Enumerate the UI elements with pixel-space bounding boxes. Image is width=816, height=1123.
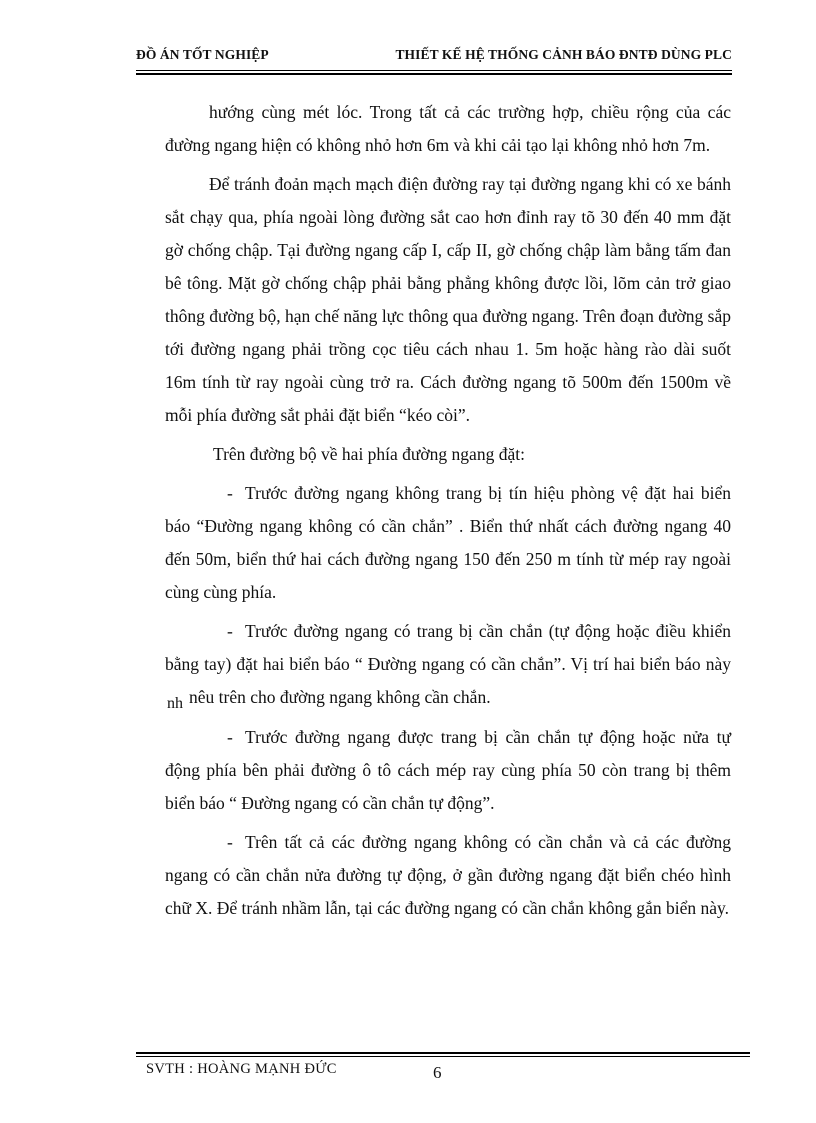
document-body: [165, 96, 731, 931]
bullet-text: Trên tất cả các đường ngang không có cần chắn và cả các đường ngang có cần chắn nửa đường tự động, ở gần đường ngang đặt biển chéo hình chữ X. Để tránh nhầm lẫn, tại các đường ngang có cần chắn không gắn biển này.: [165, 832, 731, 918]
footer-divider-thick: [136, 1052, 750, 1054]
page-header: [136, 47, 732, 67]
bullet-item-1: [165, 477, 731, 609]
footer-author: SVTH : HOÀNG MẠNH ĐỨC: [146, 1061, 337, 1077]
header-divider-thick: [136, 73, 732, 75]
header-left-title: ĐỒ ÁN TỐT NGHIỆP: [136, 47, 269, 62]
header-divider-thin: [136, 70, 732, 71]
bullet-dash: -: [227, 727, 233, 747]
footer-divider-thin: [136, 1056, 750, 1057]
bullet-text-after: nêu trên cho đường ngang không cần chắn.: [189, 687, 491, 707]
bullet-item-2: [165, 615, 731, 715]
bullet-dash: -: [227, 483, 233, 503]
page-number: 6: [433, 1063, 442, 1082]
bullet-dash: -: [227, 832, 233, 852]
bullet-text: Trước đường ngang được trang bị cần chắn tự động hoặc nửa tự động phía bên phải đường ô tô cách mép ray cùng phía 50 còn trang bị thêm biển báo “ Đường ngang có cần chắn tự động”.: [165, 727, 731, 813]
bullet-small-fragment: nh: [167, 695, 183, 712]
paragraph-3: Trên đường bộ về hai phía đường ngang đặt:: [213, 444, 525, 464]
bullet-text: Trước đường ngang có trang bị cần chắn (tự động hoặc điều khiển bằng tay) đặt hai biển báo “ Đường ngang có cần chắn”. Vị trí hai biển báo này: [165, 621, 731, 674]
bullet-item-3: [165, 721, 731, 820]
bullet-text: Trước đường ngang không trang bị tín hiệu phòng vệ đặt hai biển báo “Đường ngang không có cần chắn” . Biển thứ nhất cách đường ngang 40 đến 50m, biển thứ hai cách đường ngang 150 đến 250 m tính từ mép ray ngoài cùng cùng phía.: [165, 483, 731, 602]
paragraph-2: Để tránh đoản mạch mạch điện đường ray tại đường ngang khi có xe bánh sắt chạy qua, phía ngoài lòng đường sắt cao hơn đỉnh ray tõ 30 đến 40 mm đặt gờ chống chập. Tại đường ngang cấp I, cấp II, gờ chống chập làm bằng tấm đan bê tông. Mặt gờ chống chập phải bằng phẳng không được lồi, lõm cản trở giao thông đường bộ, hạn chế năng lực thông qua đường ngang. Trên đoạn đường sắp tới đường ngang phải trồng cọc tiêu cách nhau 1. 5m hoặc hàng rào dài suốt 16m tính từ ray ngoài cùng trở ra. Cách đường ngang tõ 500m đến 1500m về mỗi phía đường sắt phải đặt biển “kéo còi”.: [165, 174, 731, 425]
bullet-item-4: [165, 826, 731, 925]
header-right-title: THIẾT KẾ HỆ THỐNG CẢNH BÁO ĐNTĐ DÙNG PLC: [395, 47, 732, 62]
bullet-dash: -: [227, 621, 233, 641]
paragraph-1: hướng cùng mét lóc. Trong tất cả các trường hợp, chiều rộng của các đường ngang hiện có không nhỏ hơn 6m và khi cải tạo lại không nhỏ hơn 7m.: [165, 102, 731, 155]
